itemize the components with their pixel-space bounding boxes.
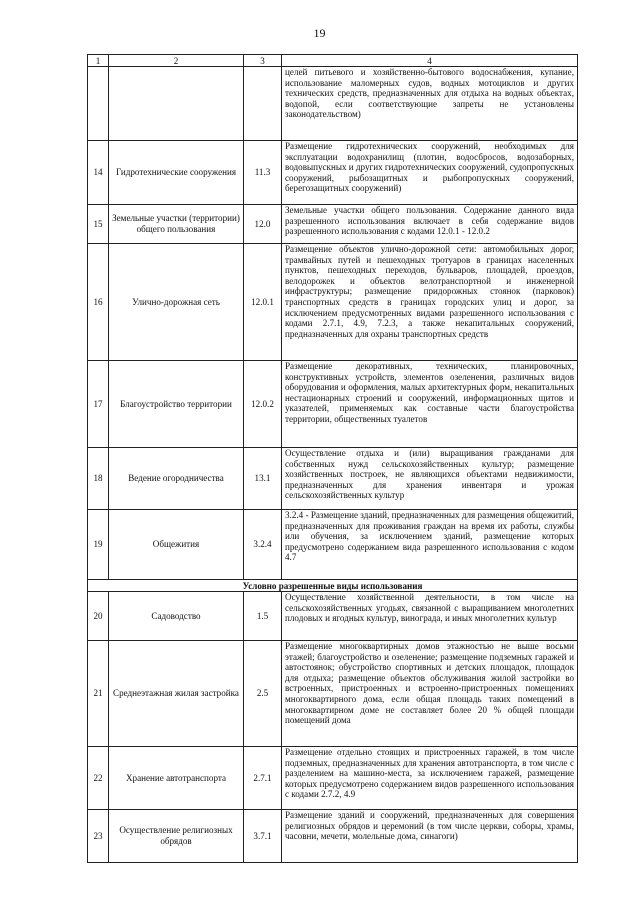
row-number-cell: 23 [88, 810, 109, 863]
table-row [88, 592, 578, 641]
column-header-code: 3 [244, 55, 282, 67]
row-number-cell: 21 [88, 641, 109, 747]
row-number-cell [88, 67, 109, 141]
row-name-cell: Садоводство [109, 592, 244, 641]
row-description-cell: Размещение отдельно стоящих и пристроенных гаражей, в том числе подземных, предназначенных для хранения автотранспорта, в том числе с разделением на машино-места, за исключением гаражей, размещение которых предусмотрено содержанием видов разрешенного использования с кодами 2.7.2, 4.9 [282, 747, 578, 810]
row-description-cell: Размещение объектов улично-дорожной сети: автомобильных дорог, трамвайных путей и пешеходных тротуаров в границах населенных пунктов, пешеходных переходов, бульваров, площадей, проездов, велодорожек и объектов велотранспортной и инженерной инфраструктуры; размещение придорожных стоянок (парковок) транспортных средств в границах городских улиц и дорог, за исключением предусмотренных видами разрешенного использования с кодами 2.7.1, 4.9, 7.2.3, а также некапитальных сооружений, предназначенных для охраны транспортных средств [282, 244, 578, 361]
row-description-cell: Размещение декоративных, технических, планировочных, конструктивных устройств, элементов озеленения, различных видов оборудования и оформления, малых архитектурных форм, некапитальных нестационарных строений и сооружений, информационных щитов и указателей, применяемых как составные части благоустройства территории, общественных туалетов [282, 361, 578, 448]
row-number-cell: 18 [88, 448, 109, 510]
row-number-cell: 16 [88, 244, 109, 361]
row-description-cell: целей питьевого и хозяйственно-бытового водоснабжения, купание, использование маломерных судов, водных мотоциклов и других технических средств, предназначенных для отдыха на водных объектах, водопой, если соответствующие запреты не установлены законодательством) [282, 67, 578, 141]
row-name-cell: Хранение автотранспорта [109, 747, 244, 810]
table-row [88, 641, 578, 747]
column-header-number: 1 [88, 55, 109, 67]
row-description-cell: Осуществление хозяйственной деятельности, в том числе на сельскохозяйственных угодьях, связанной с выращиванием многолетних плодовых и ягодных культур, винограда, и иных многолетних культур [282, 592, 578, 641]
column-header-description: 4 [282, 55, 578, 67]
row-code-cell [244, 67, 282, 141]
table-row [88, 747, 578, 810]
row-name-cell: Среднеэтажная жилая застройка [109, 641, 244, 747]
table-row [88, 244, 578, 361]
table-row [88, 448, 578, 510]
row-name-cell [109, 67, 244, 141]
section-title: Условно разрешенные виды использования [88, 580, 578, 592]
row-name-cell: Общежития [109, 510, 244, 580]
row-code-cell: 2.5 [244, 641, 282, 747]
row-number-cell: 17 [88, 361, 109, 448]
row-number-cell: 15 [88, 205, 109, 244]
row-code-cell: 12.0 [244, 205, 282, 244]
row-code-cell: 11.3 [244, 141, 282, 205]
land-use-table [87, 54, 578, 863]
row-description-cell: 3.2.4 - Размещение зданий, предназначенных для размещения общежитий, предназначенных для проживания граждан на время их работы, службы или обучения, за исключением зданий, размещение которых предусмотрено содержанием вида разрешенного использования с кодом 4.7 [282, 510, 578, 580]
column-header-name: 2 [109, 55, 244, 67]
row-description-cell: Осуществление отдыха и (или) выращивания гражданами для собственных нужд сельскохозяйственных культур; размещение хозяйственных построек, не являющихся объектами недвижимости, предназначенных для хранения инвентаря и урожая сельскохозяйственных культур [282, 448, 578, 510]
row-number-cell: 19 [88, 510, 109, 580]
page-number: 19 [313, 26, 326, 40]
table-header-row [88, 55, 578, 67]
row-name-cell: Улично-дорожная сеть [109, 244, 244, 361]
table-row-continuation [88, 67, 578, 141]
row-name-cell: Осуществление религиозных обрядов [109, 810, 244, 863]
row-description-cell: Земельные участки общего пользования. Содержание данного вида разрешенного использования включает в себя содержание видов разрешенного использования с кодами 12.0.1 - 12.0.2 [282, 205, 578, 244]
row-description-cell: Размещение зданий и сооружений, предназначенных для совершения религиозных обрядов и церемоний (в том числе церкви, соборы, храмы, часовни, мечети, молельные дома, синагоги) [282, 810, 578, 863]
row-name-cell: Благоустройство территории [109, 361, 244, 448]
row-code-cell: 2.7.1 [244, 747, 282, 810]
row-number-cell: 20 [88, 592, 109, 641]
table-row [88, 141, 578, 205]
row-number-cell: 22 [88, 747, 109, 810]
row-name-cell: Ведение огородничества [109, 448, 244, 510]
table-row [88, 205, 578, 244]
row-code-cell: 1.5 [244, 592, 282, 641]
row-code-cell: 12.0.1 [244, 244, 282, 361]
table-row [88, 361, 578, 448]
row-description-cell: Размещение многоквартирных домов этажностью не выше восьми этажей; благоустройство и озеленение; размещение подземных гаражей и автостоянок; обустройство спортивных и детских площадок, площадок для отдыха; размещение объектов обслуживания жилой застройки во встроенных, пристроенных и встроенно-пристроенных помещениях многоквартирного дома, если общая площадь таких помещений в многоквартирном доме не составляет более 20 % общей площади помещений дома [282, 641, 578, 747]
row-number-cell: 14 [88, 141, 109, 205]
table-row [88, 510, 578, 580]
section-row [88, 580, 578, 592]
row-code-cell: 3.2.4 [244, 510, 282, 580]
row-description-cell: Размещение гидротехнических сооружений, необходимых для эксплуатации водохранилищ (плотин, водосбросов, водозаборных, водовыпускных и других гидротехнических сооружений, судопропускных сооружений, рыбозащитных и рыбопропускных сооружений, берегозащитных сооружений) [282, 141, 578, 205]
row-name-cell: Гидротехнические сооружения [109, 141, 244, 205]
row-name-cell: Земельные участки (территории) общего пользования [109, 205, 244, 244]
row-code-cell: 3.7.1 [244, 810, 282, 863]
table-row [88, 810, 578, 863]
row-code-cell: 13.1 [244, 448, 282, 510]
row-code-cell: 12.0.2 [244, 361, 282, 448]
